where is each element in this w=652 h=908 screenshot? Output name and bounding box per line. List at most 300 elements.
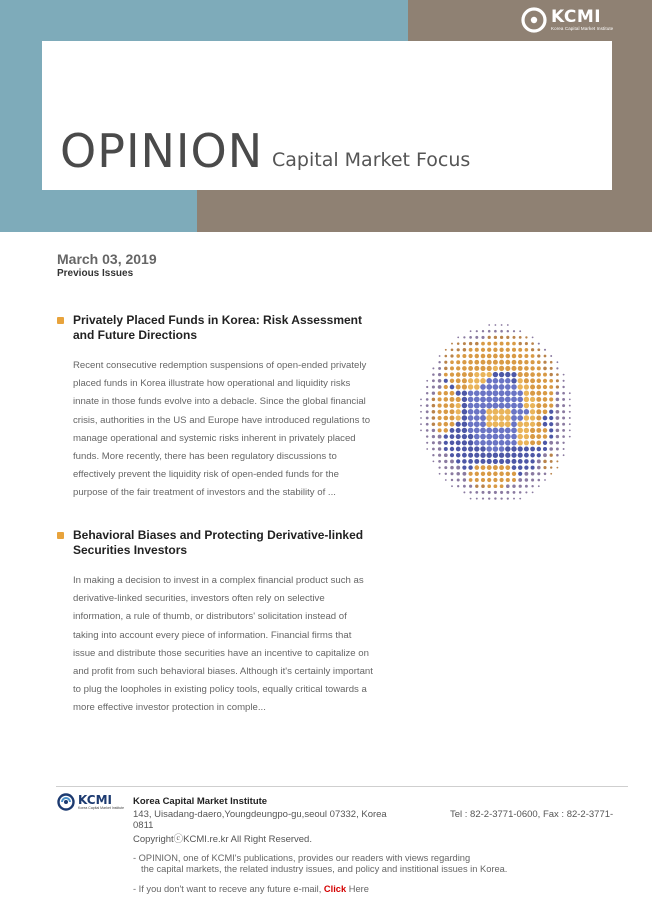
globe-dot bbox=[468, 354, 472, 358]
globe-dot bbox=[481, 354, 486, 359]
globe-dot bbox=[481, 472, 485, 476]
footer-fax-continued: 0811 bbox=[133, 820, 154, 831]
globe-dot bbox=[444, 385, 448, 389]
globe-dot bbox=[456, 440, 461, 445]
globe-dot bbox=[445, 355, 448, 358]
globe-dot bbox=[488, 497, 490, 499]
globe-dot bbox=[474, 421, 480, 427]
globe-dot bbox=[450, 434, 455, 439]
globe-dot bbox=[487, 465, 492, 470]
globe-dot bbox=[420, 417, 422, 419]
globe-dot bbox=[511, 446, 516, 451]
newsletter-header bbox=[0, 0, 652, 232]
previous-issues-link[interactable]: Previous Issues bbox=[57, 268, 134, 279]
globe-dot bbox=[469, 472, 473, 476]
globe-dot bbox=[487, 348, 491, 352]
globe-dot bbox=[500, 330, 503, 333]
footer-tel-fax: Tel : 82-2-3771-0600, Fax : 82-2-3771- bbox=[450, 809, 614, 820]
globe-dot bbox=[438, 422, 442, 426]
globe-dot bbox=[511, 384, 517, 390]
globe-dot bbox=[518, 453, 523, 458]
globe-dot bbox=[549, 404, 553, 408]
globe-dot bbox=[493, 366, 498, 371]
globe-dot bbox=[513, 498, 515, 500]
globe-dot bbox=[562, 429, 565, 432]
globe-dot bbox=[475, 354, 479, 358]
globe-dot bbox=[499, 409, 505, 415]
globe-dot bbox=[512, 472, 516, 476]
globe-dot bbox=[500, 342, 504, 346]
article-summary: Recent consecutive redemption suspensions of open-ended privately placed funds in Korea illustrate how operational and liquidity risks innate in those funds evolve into a debacle. Since the global financial crisis, authorities in the US and Europe have introduced regulations to manage operational and systemic risks inherent in privately placed funds. More recently, there has been regulatory discussions to effectively prevent the liquidity risk of open-ended funds for the purpose of the fair treatment of investors and the stability of ... bbox=[73, 360, 371, 499]
footer-note-line2: the capital markets, the related industry issues, and policy and institional issues in Korea. bbox=[141, 864, 508, 874]
globe-dot bbox=[543, 367, 547, 371]
unsubscribe-suffix: Here bbox=[346, 884, 369, 894]
globe-dot bbox=[444, 441, 448, 445]
globe-dot bbox=[456, 422, 461, 427]
globe-dot bbox=[530, 391, 535, 396]
globe-dot bbox=[518, 366, 523, 371]
globe-dot bbox=[536, 391, 541, 396]
globe-dot bbox=[517, 403, 523, 409]
globe-dot bbox=[494, 484, 498, 488]
globe-dot bbox=[556, 429, 560, 433]
globe-dot bbox=[494, 336, 497, 339]
globe-dot bbox=[486, 384, 492, 390]
globe-dot bbox=[444, 373, 448, 377]
globe-dot bbox=[444, 410, 449, 415]
globe-dot bbox=[505, 366, 510, 371]
globe-dot bbox=[524, 397, 529, 402]
globe-dot bbox=[537, 379, 542, 384]
globe-dot bbox=[549, 391, 553, 395]
unsubscribe-click-link[interactable]: Click bbox=[323, 884, 347, 894]
globe-dot bbox=[505, 434, 511, 440]
footer-logo-subtext: Korea Capital Market Institute bbox=[78, 805, 125, 810]
globe-dot bbox=[432, 429, 435, 432]
globe-dot bbox=[476, 330, 478, 332]
globe-dot bbox=[556, 441, 559, 444]
globe-dot bbox=[543, 391, 547, 395]
globe-dot bbox=[468, 421, 474, 427]
globe-dot bbox=[487, 360, 492, 365]
globe-dot bbox=[505, 403, 511, 409]
globe-dot bbox=[480, 459, 485, 464]
globe-dot bbox=[537, 354, 540, 357]
globe-dot bbox=[499, 366, 504, 371]
globe-dot bbox=[420, 423, 422, 425]
globe-dot bbox=[536, 385, 541, 390]
globe-dot bbox=[556, 460, 558, 462]
globe-dot bbox=[511, 428, 517, 434]
globe-dot bbox=[469, 478, 473, 482]
globe-dot bbox=[512, 484, 515, 487]
globe-dot bbox=[432, 392, 435, 395]
globe-dot bbox=[469, 336, 472, 339]
globe-dot bbox=[444, 397, 449, 402]
globe-dot bbox=[562, 423, 565, 426]
globe-dot bbox=[470, 498, 472, 500]
globe-dot bbox=[486, 409, 492, 415]
footer-org-name: Korea Capital Market Institute bbox=[133, 796, 268, 807]
globe-dot bbox=[474, 372, 479, 377]
globe-dot bbox=[438, 404, 442, 408]
globe-dot bbox=[474, 397, 480, 403]
globe-dot bbox=[517, 409, 523, 415]
globe-dot bbox=[556, 385, 559, 388]
globe-dot bbox=[457, 479, 460, 482]
globe-dot bbox=[524, 391, 529, 396]
globe-dot bbox=[450, 385, 455, 390]
globe-dot bbox=[468, 378, 473, 383]
globe-dot bbox=[513, 330, 515, 332]
globe-dot bbox=[517, 428, 523, 434]
globe-dot bbox=[493, 384, 499, 390]
globe-dot bbox=[438, 373, 441, 376]
globe-dot bbox=[505, 421, 511, 427]
globe-dot bbox=[463, 342, 466, 345]
globe-dot bbox=[444, 434, 448, 438]
globe-dot bbox=[524, 372, 529, 377]
globe-dot bbox=[480, 366, 485, 371]
globe-dot bbox=[544, 479, 546, 481]
globe-dot bbox=[474, 446, 479, 451]
globe-dot bbox=[543, 453, 547, 457]
globe-dot bbox=[487, 453, 492, 458]
globe-dot bbox=[506, 478, 510, 482]
globe-dot bbox=[432, 441, 435, 444]
globe-dot bbox=[468, 434, 473, 439]
globe-dot bbox=[468, 397, 474, 403]
globe-dot bbox=[468, 446, 473, 451]
globe-dot bbox=[481, 478, 485, 482]
globe-dot bbox=[499, 384, 505, 390]
globe-dot bbox=[549, 385, 553, 389]
globe-dot bbox=[549, 441, 553, 445]
globe-dot bbox=[486, 427, 492, 433]
globe-dot bbox=[450, 403, 455, 408]
globe-dot bbox=[481, 342, 485, 346]
globe-dot bbox=[450, 422, 455, 427]
globe-dot bbox=[530, 453, 535, 458]
globe-dot bbox=[474, 384, 480, 390]
globe-dot bbox=[499, 427, 505, 433]
globe-dot bbox=[506, 472, 510, 476]
globe-dot bbox=[549, 410, 553, 414]
globe-dot bbox=[474, 465, 479, 470]
globe-dot bbox=[512, 459, 517, 464]
globe-dot bbox=[444, 361, 447, 364]
globe-dot bbox=[426, 448, 428, 450]
globe-dot bbox=[512, 360, 517, 365]
globe-dot bbox=[456, 372, 461, 377]
globe-dot bbox=[468, 403, 474, 409]
globe-dot bbox=[487, 366, 492, 371]
globe-dot bbox=[519, 498, 521, 500]
globe-dot bbox=[512, 348, 516, 352]
globe-dot bbox=[450, 416, 455, 421]
globe-dot bbox=[499, 360, 504, 365]
globe-dot bbox=[450, 379, 454, 383]
globe-dot bbox=[519, 336, 522, 339]
globe-dot bbox=[487, 342, 491, 346]
globe-dot bbox=[493, 465, 498, 470]
globe-dot bbox=[462, 372, 467, 377]
globe-dot bbox=[492, 409, 498, 415]
globe-dot bbox=[511, 453, 516, 458]
globe-dot bbox=[475, 348, 479, 352]
globe-dot bbox=[518, 372, 523, 377]
globe-dot bbox=[426, 404, 429, 407]
globe-dot bbox=[517, 421, 523, 427]
globe-dot bbox=[487, 354, 492, 359]
globe-dot bbox=[531, 348, 534, 351]
globe-dot bbox=[426, 435, 428, 437]
globe-dot bbox=[543, 441, 547, 445]
globe-dot bbox=[475, 491, 478, 494]
globe-dot bbox=[524, 384, 529, 389]
globe-dot bbox=[506, 336, 509, 339]
globe-dot bbox=[556, 373, 559, 376]
globe-dot bbox=[536, 403, 541, 408]
globe-dot bbox=[512, 342, 516, 346]
globe-dot bbox=[486, 378, 492, 384]
globe-dot bbox=[517, 390, 523, 396]
globe-dot bbox=[511, 366, 516, 371]
article-title-line2: Securities Investors bbox=[73, 543, 188, 557]
globe-dot bbox=[563, 454, 565, 456]
globe-dot bbox=[517, 384, 522, 389]
globe-dot bbox=[488, 324, 490, 326]
globe-dot bbox=[475, 484, 478, 487]
globe-dot bbox=[569, 411, 571, 413]
globe-dot bbox=[524, 446, 529, 451]
globe-dot bbox=[524, 366, 529, 371]
globe-dot bbox=[530, 447, 535, 452]
article-title-link[interactable] bbox=[73, 313, 377, 343]
globe-dot bbox=[499, 472, 504, 477]
globe-dot bbox=[486, 415, 492, 421]
globe-dot bbox=[469, 491, 471, 493]
globe-dot bbox=[543, 434, 547, 438]
globe-dot bbox=[556, 404, 560, 408]
globe-dot bbox=[468, 390, 474, 396]
globe-dot bbox=[487, 459, 492, 464]
globe-dot bbox=[468, 372, 473, 377]
globe-dot bbox=[432, 448, 435, 451]
globe-dot bbox=[563, 374, 565, 376]
globe-dot bbox=[537, 372, 541, 376]
globe-dot bbox=[531, 466, 535, 470]
globe-dot bbox=[512, 478, 516, 482]
globe-dot bbox=[462, 459, 467, 464]
globe-dot bbox=[462, 453, 467, 458]
globe-dot bbox=[463, 336, 465, 338]
globe-dot bbox=[537, 459, 541, 463]
globe-dot bbox=[556, 422, 560, 426]
globe-dot bbox=[537, 466, 541, 470]
globe-dot bbox=[457, 485, 459, 487]
globe-dot bbox=[506, 491, 509, 494]
globe-dot bbox=[536, 416, 541, 421]
globe-dot bbox=[525, 348, 529, 352]
globe-dot bbox=[505, 384, 511, 390]
footer-logo-text: KCMI bbox=[78, 792, 112, 807]
globe-dot bbox=[524, 440, 529, 445]
globe-dot bbox=[499, 396, 505, 402]
globe-dot bbox=[444, 460, 447, 463]
globe-dot bbox=[537, 447, 541, 451]
globe-dot bbox=[482, 330, 484, 332]
globe-dot bbox=[543, 361, 546, 364]
article-title-line1: Behavioral Biases and Protecting Derivative-linked bbox=[73, 528, 364, 542]
globe-dot bbox=[439, 355, 441, 357]
kcmi-logo[interactable] bbox=[521, 5, 613, 35]
globe-dot bbox=[505, 378, 511, 384]
globe-dot bbox=[530, 440, 535, 445]
globe-dot bbox=[550, 473, 552, 475]
globe-dot bbox=[499, 372, 504, 377]
globe-dot bbox=[524, 409, 530, 415]
globe-dot bbox=[444, 422, 449, 427]
globe-dot bbox=[457, 342, 460, 345]
globe-dot bbox=[506, 484, 510, 488]
globe-dot bbox=[512, 336, 515, 339]
globe-dot bbox=[462, 366, 467, 371]
globe-dot bbox=[524, 403, 530, 409]
globe-dot bbox=[536, 434, 541, 439]
globe-dot bbox=[505, 390, 511, 396]
header-brown-strip bbox=[197, 190, 652, 232]
globe-dot bbox=[537, 348, 540, 351]
globe-dot bbox=[543, 422, 548, 427]
globe-dot bbox=[544, 473, 547, 476]
globe-dot bbox=[518, 472, 522, 476]
globe-dot bbox=[511, 397, 517, 403]
globe-dot bbox=[550, 373, 553, 376]
globe-dot bbox=[438, 435, 442, 439]
globe-dot bbox=[481, 465, 486, 470]
globe-dot bbox=[463, 485, 466, 488]
globe-dot bbox=[562, 435, 565, 438]
globe-dot bbox=[519, 342, 522, 345]
globe-dot bbox=[507, 324, 509, 326]
globe-dot bbox=[426, 423, 429, 426]
globe-dot bbox=[432, 410, 436, 414]
globe-dot bbox=[549, 397, 553, 401]
globe-dot bbox=[480, 453, 485, 458]
globe-dot bbox=[505, 372, 510, 377]
globe-dot bbox=[518, 478, 522, 482]
globe-dot bbox=[511, 403, 517, 409]
globe-dot bbox=[438, 410, 442, 414]
globe-dot bbox=[456, 391, 461, 396]
globe-dot bbox=[488, 336, 491, 339]
globe-dot bbox=[549, 416, 553, 420]
globe-dot bbox=[438, 460, 441, 463]
globe-dot bbox=[518, 354, 522, 358]
globe-dot bbox=[493, 446, 499, 452]
article-title-line1: Privately Placed Funds in Korea: Risk Assessment bbox=[73, 313, 363, 327]
globe-dot bbox=[536, 409, 541, 414]
globe-dot bbox=[543, 409, 548, 414]
globe-dot bbox=[530, 372, 535, 377]
globe-dot bbox=[462, 421, 467, 426]
article-summary: In making a decision to invest in a complex financial product such as derivative-linked securities, investors often rely on selective information, a rule of thumb, or distributors' solicitation instead of taking into account every piece of information. Financial firms that issue and distribute those securities have an incentive to capitalize on and profit from such behavioral biases. Although it's certainly important to plug the loopholes in existing policy tools, equally critical towards a more effective investor protection in comple... bbox=[73, 575, 373, 714]
globe-dot bbox=[499, 434, 505, 440]
globe-dot bbox=[505, 409, 511, 415]
globe-dot bbox=[537, 453, 541, 457]
globe-dot bbox=[499, 348, 503, 352]
globe-dot bbox=[493, 348, 497, 352]
globe-dot bbox=[531, 360, 535, 364]
globe-dot bbox=[457, 348, 460, 351]
globe-dot bbox=[480, 421, 486, 427]
globe-dot bbox=[524, 434, 529, 439]
globe-dot bbox=[499, 378, 505, 384]
globe-dot bbox=[480, 390, 486, 396]
globe-dot bbox=[456, 459, 460, 463]
globe-dot bbox=[486, 421, 492, 427]
globe-dot bbox=[474, 440, 480, 446]
globe-dot bbox=[450, 409, 455, 414]
globe-dot bbox=[500, 478, 504, 482]
globe-dot bbox=[524, 459, 529, 464]
globe-dot bbox=[451, 479, 453, 481]
globe-dot bbox=[537, 360, 541, 364]
globe-dot bbox=[524, 360, 528, 364]
globe-dot bbox=[500, 484, 504, 488]
globe-dot bbox=[456, 403, 461, 408]
globe-dot bbox=[512, 354, 516, 358]
globe-dot bbox=[492, 421, 498, 427]
globe-dot bbox=[505, 396, 511, 402]
globe-dot bbox=[438, 367, 441, 370]
footer-unsubscribe bbox=[133, 884, 369, 894]
globe-dot bbox=[507, 498, 509, 500]
globe-dot bbox=[456, 434, 461, 439]
globe-dot bbox=[518, 446, 523, 451]
footer-copyright: CopyrightⓒKCMI.re.kr All Right Reserved. bbox=[133, 834, 312, 845]
globe-dot bbox=[493, 342, 497, 346]
bullet-icon bbox=[57, 317, 64, 324]
globe-dot bbox=[468, 384, 473, 389]
globe-dot bbox=[456, 385, 461, 390]
globe-dot bbox=[476, 498, 478, 500]
globe-dot bbox=[524, 453, 529, 458]
globe-dot bbox=[474, 378, 479, 383]
globe-dot bbox=[518, 378, 523, 383]
globe-dot bbox=[511, 421, 517, 427]
globe-dot bbox=[536, 397, 541, 402]
globe-dot bbox=[493, 440, 499, 446]
globe-dot bbox=[500, 336, 503, 339]
globe-dot bbox=[463, 478, 466, 481]
globe-dot bbox=[524, 415, 530, 421]
globe-dot bbox=[438, 454, 441, 457]
globe-dot bbox=[493, 453, 498, 458]
globe-dot bbox=[438, 361, 440, 363]
globe-dot bbox=[543, 379, 547, 383]
globe-dot bbox=[563, 448, 565, 450]
globe-dot bbox=[480, 434, 486, 440]
globe-dot bbox=[488, 491, 491, 494]
globe-dot bbox=[432, 385, 435, 388]
globe-dot bbox=[530, 385, 535, 390]
article-title-link[interactable] bbox=[73, 528, 377, 558]
globe-dot bbox=[549, 422, 553, 426]
globe-dot bbox=[462, 378, 467, 383]
globe-dot bbox=[524, 421, 529, 426]
